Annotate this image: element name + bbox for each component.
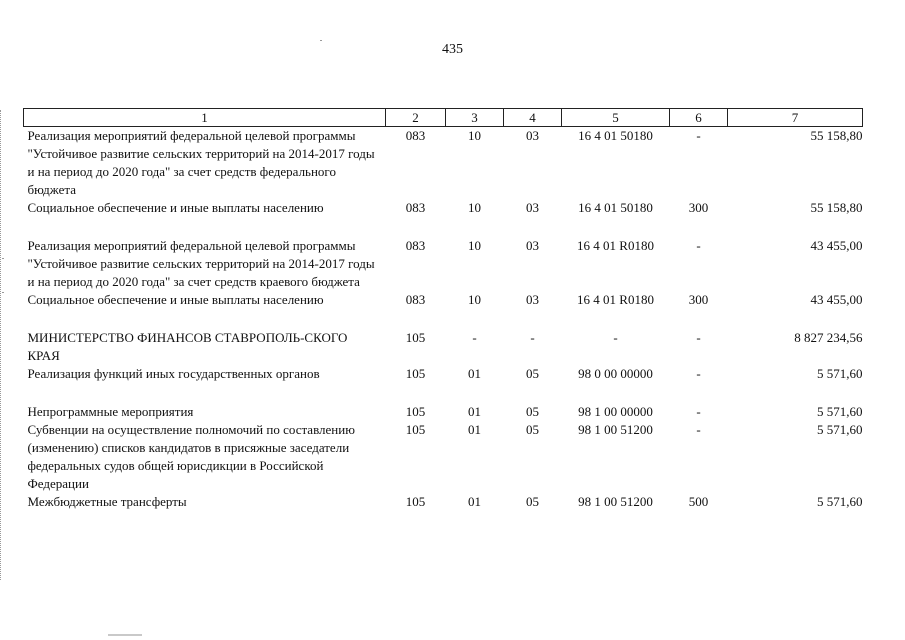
- table-body: [24, 127, 863, 512]
- row-expense-type: 300: [688, 292, 709, 307]
- row-ministry-code: 083: [405, 292, 426, 307]
- row-section-code: 10: [468, 238, 481, 253]
- row-amount: 5 571,60: [817, 404, 863, 419]
- row-expense-type: -: [696, 404, 701, 419]
- row-section-code: 01: [468, 422, 481, 437]
- row-description: МИНИСТЕРСТВО ФИНАНСОВ СТАВРОПОЛЬ-СКОГО КРАЯ: [27, 330, 348, 363]
- row-subsection-code: 05: [526, 404, 539, 419]
- row-target-article: 16 4 01 R0180: [577, 238, 654, 253]
- table-row: [24, 421, 863, 493]
- row-description: Социальное обеспечение и иные выплаты населению: [27, 200, 324, 215]
- scan-edge-mark: [0, 110, 3, 580]
- budget-table: [23, 108, 863, 511]
- row-expense-type: -: [696, 366, 701, 381]
- spacer-row: [24, 217, 863, 237]
- row-expense-type: -: [696, 330, 701, 345]
- row-subsection-code: 03: [526, 200, 539, 215]
- row-amount: 43 455,00: [810, 292, 863, 307]
- row-amount: 43 455,00: [810, 238, 863, 253]
- row-section-code: 10: [468, 292, 481, 307]
- table-row: [24, 403, 863, 421]
- row-expense-type: 300: [688, 200, 709, 215]
- header-col-6: 6: [670, 109, 728, 127]
- row-expense-type: -: [696, 422, 701, 437]
- scan-artifact: [2, 258, 4, 259]
- row-target-article: 16 4 01 50180: [578, 128, 653, 143]
- row-amount: 5 571,60: [817, 366, 863, 381]
- row-target-article: 98 1 00 00000: [578, 404, 653, 419]
- row-section-code: 01: [468, 366, 481, 381]
- row-ministry-code: 083: [405, 200, 426, 215]
- row-subsection-code: 05: [526, 366, 539, 381]
- header-row: [24, 109, 863, 127]
- row-target-article: 98 1 00 51200: [578, 494, 653, 509]
- row-amount: 55 158,80: [810, 200, 863, 215]
- row-subsection-code: 05: [526, 494, 539, 509]
- row-ministry-code: 105: [405, 494, 426, 509]
- scan-artifact: [108, 634, 142, 636]
- row-subsection-code: 03: [526, 238, 539, 253]
- scan-artifact: [320, 40, 322, 41]
- table-row: [24, 127, 863, 200]
- row-target-article: 16 4 01 R0180: [577, 292, 654, 307]
- row-target-article: 98 0 00 00000: [578, 366, 653, 381]
- row-section-code: 10: [468, 128, 481, 143]
- header-col-3: 3: [446, 109, 504, 127]
- row-amount: 55 158,80: [810, 128, 863, 143]
- row-ministry-code: 083: [405, 238, 426, 253]
- table-row: [24, 291, 863, 309]
- row-section-code: -: [472, 330, 477, 345]
- row-target-article: -: [613, 330, 618, 345]
- row-ministry-code: 105: [405, 366, 426, 381]
- row-amount: 5 571,60: [817, 494, 863, 509]
- table-row: [24, 365, 863, 383]
- row-section-code: 10: [468, 200, 481, 215]
- row-subsection-code: -: [530, 330, 535, 345]
- row-subsection-code: 05: [526, 422, 539, 437]
- page-number: 435: [442, 42, 463, 57]
- table-row: [24, 493, 863, 511]
- row-ministry-code: 083: [405, 128, 426, 143]
- row-target-article: 16 4 01 50180: [578, 200, 653, 215]
- row-description: Социальное обеспечение и иные выплаты населению: [27, 292, 324, 307]
- row-description: Субвенции на осуществление полномочий по составлению (изменению) списков кандидатов в присяжные заседатели федеральных судов общей юрисдикции в Российской Федерации: [27, 422, 355, 491]
- row-description: Непрограммные мероприятия: [27, 404, 194, 419]
- row-subsection-code: 03: [526, 292, 539, 307]
- row-subsection-code: 03: [526, 128, 539, 143]
- header-col-2: 2: [386, 109, 446, 127]
- row-expense-type: -: [696, 238, 701, 253]
- row-ministry-code: 105: [405, 422, 426, 437]
- row-ministry-code: 105: [405, 404, 426, 419]
- row-section-code: 01: [468, 404, 481, 419]
- row-description: Реализация мероприятий федеральной целевой программы "Устойчивое развитие сельских территорий на 2014-2017 годы и на период до 2020 года" за счет средств федерального бюджета: [27, 128, 375, 197]
- header-col-1: 1: [24, 109, 386, 127]
- table-header: [24, 109, 863, 127]
- row-ministry-code: 105: [405, 330, 426, 345]
- row-description: Реализация мероприятий федеральной целевой программы "Устойчивое развитие сельских территорий на 2014-2017 годы и на период до 2020 года" за счет средств краевого бюджета: [27, 238, 375, 289]
- row-description: Реализация функций иных государственных органов: [27, 366, 320, 381]
- header-col-5: 5: [562, 109, 670, 127]
- header-col-7: 7: [728, 109, 863, 127]
- header-col-4: 4: [504, 109, 562, 127]
- table-row: [24, 199, 863, 217]
- scan-artifact: [2, 292, 4, 293]
- row-description: Межбюджетные трансферты: [27, 494, 187, 509]
- row-expense-type: -: [696, 128, 701, 143]
- row-section-code: 01: [468, 494, 481, 509]
- row-amount: 8 827 234,56: [794, 330, 863, 345]
- spacer-row: [24, 309, 863, 329]
- table-row: [24, 329, 863, 365]
- table-row: [24, 237, 863, 291]
- spacer-row: [24, 383, 863, 403]
- row-target-article: 98 1 00 51200: [578, 422, 653, 437]
- row-amount: 5 571,60: [817, 422, 863, 437]
- row-expense-type: 500: [688, 494, 709, 509]
